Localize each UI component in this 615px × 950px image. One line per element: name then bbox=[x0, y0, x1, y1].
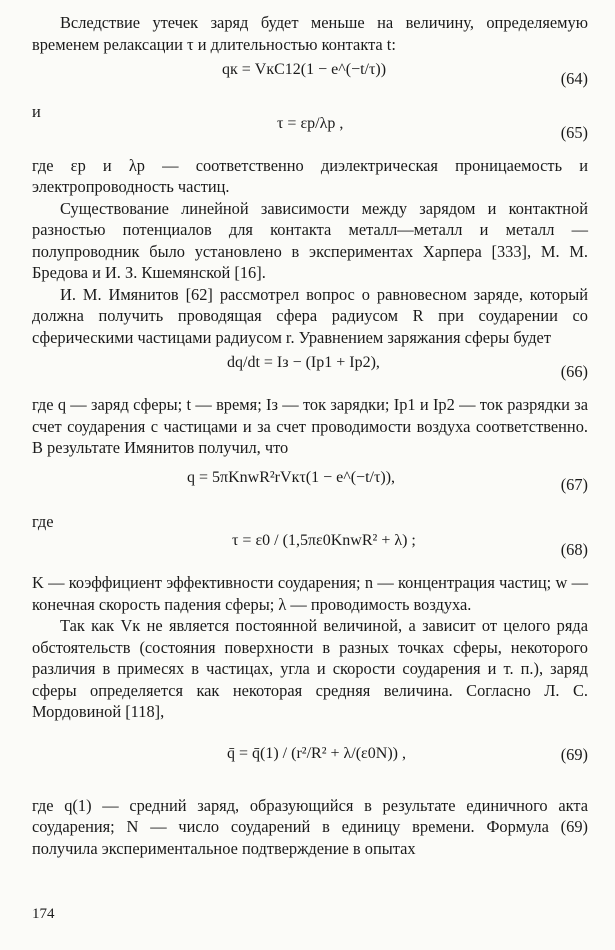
paragraph-6: K — коэффициент эффективности соударения; n — концентрация частиц; w — конечная скорость падения сферы; λ — проводимость воздуха. bbox=[32, 573, 588, 614]
equation-66-number: (66) bbox=[560, 362, 588, 381]
paragraph-7: Так как Vк не является постоянной величиной, а зависит от целого ряда обстоятельств (состояния поверхности в разных точках сферы, некоторого различия в примесях в частицах, угла и скорости соударения и т. п.), заряд сферы определяется как некоторая средняя величина. Согласно Л. С. Мордовиной [118], bbox=[32, 616, 588, 721]
paragraph-and: и bbox=[32, 102, 41, 121]
equation-65 bbox=[32, 109, 588, 155]
paragraph-4: И. М. Имянитов [62] рассмотрел вопрос о равновесном заряде, который должна получить проводящая сфера радиусом R при соударении со сферическими частицами радиусом r. Уравнением заряжания сферы будет bbox=[32, 284, 588, 347]
page-number: 174 bbox=[32, 906, 55, 922]
equation-67 bbox=[32, 459, 588, 511]
paragraph-1: Вследствие утечек заряд будет меньше на величину, определяемую временем релаксации τ и длительностью контакта t: bbox=[32, 13, 588, 54]
equation-64-number: (64) bbox=[560, 69, 588, 88]
equation-68-formula: τ = ε0 / (1,5πε0KnwR² + λ) ; bbox=[232, 532, 416, 549]
equation-68 bbox=[32, 526, 588, 572]
equation-69-number: (69) bbox=[560, 744, 588, 764]
equation-65-number: (65) bbox=[560, 122, 588, 142]
book-page bbox=[32, 12, 588, 859]
paragraph-where: где bbox=[32, 511, 54, 531]
paragraph-8: где q(1) — средний заряд, образующийся в результате единичного акта соударения; N — число соударений в единицу времени. Формула (69) получила экспериментальное подтверждение в опытах bbox=[32, 795, 588, 858]
equation-64 bbox=[32, 55, 588, 101]
paragraph-3: Существование линейной зависимости между зарядом и контактной разностью потенциалов для контакта металл—металл и металл — полупроводник было установлено в экспериментах Харпера [333], М. М. Бредова и И. З. Кшемянской [16]. bbox=[32, 198, 588, 282]
paragraph-5: где q — заряд сферы; t — время; Iз — ток зарядки; Ip1 и Ip2 — ток разрядки за счет соударения с частицами и за счет проводимости воздуха соответственно. В результате Имянитов получил, что bbox=[32, 395, 588, 457]
paragraph-2: где εp и λp — соответственно диэлектрическая проницаемость и электропроводность частиц. bbox=[32, 155, 588, 196]
equation-64-formula: qк = VкC12(1 − e^(−t/τ)) bbox=[222, 61, 387, 78]
equation-66 bbox=[32, 348, 588, 394]
equation-65-formula: τ = εp/λp , bbox=[277, 114, 344, 132]
equation-66-formula: dq/dt = Iз − (Ip1 + Ip2), bbox=[227, 354, 380, 371]
equation-67-formula: q = 5πKnwR²rVкτ(1 − e^(−t/τ)), bbox=[187, 468, 396, 486]
equation-67-number: (67) bbox=[560, 474, 588, 494]
equation-69 bbox=[32, 723, 588, 795]
equation-68-number: (68) bbox=[560, 540, 588, 559]
equation-69-formula: q̄ = q̄(1) / (r²/R² + λ/(ε0N)) , bbox=[227, 744, 406, 762]
